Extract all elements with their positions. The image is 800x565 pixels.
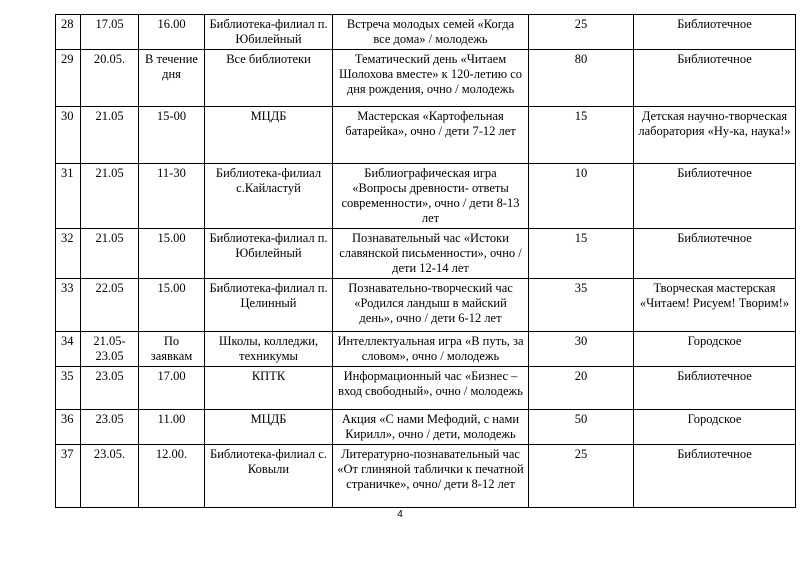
cell-number: 36 bbox=[56, 410, 81, 445]
cell-place: Все библиотеки bbox=[205, 50, 333, 107]
cell-date: 21.05 bbox=[81, 229, 139, 279]
cell-participants: 50 bbox=[529, 410, 634, 445]
events-table bbox=[55, 14, 796, 508]
cell-level: Библиотечное bbox=[634, 50, 796, 107]
cell-event: Встреча молодых семей «Когда все дома» / молодежь bbox=[333, 15, 529, 50]
cell-place: МЦДБ bbox=[205, 107, 333, 164]
cell-level: Библиотечное bbox=[634, 445, 796, 508]
cell-date: 21.05 bbox=[81, 107, 139, 164]
cell-place: МЦДБ bbox=[205, 410, 333, 445]
cell-time: 15.00 bbox=[139, 279, 205, 332]
cell-time: 16.00 bbox=[139, 15, 205, 50]
cell-time: 11-30 bbox=[139, 164, 205, 229]
cell-event: Литературно-познавательный час «От глиняной таблички к печатной страничке», очно/ дети 8-12 лет bbox=[333, 445, 529, 508]
cell-place: КПТК bbox=[205, 367, 333, 410]
cell-level: Библиотечное bbox=[634, 15, 796, 50]
cell-number: 32 bbox=[56, 229, 81, 279]
cell-participants: 15 bbox=[529, 107, 634, 164]
cell-event: Познавательно-творческий час «Родился ландыш в майский день», очно / дети 6-12 лет bbox=[333, 279, 529, 332]
cell-number: 34 bbox=[56, 332, 81, 367]
table-row bbox=[56, 367, 796, 410]
cell-event: Акция «С нами Мефодий, с нами Кирилл», очно / дети, молодежь bbox=[333, 410, 529, 445]
cell-event: Интеллектуальная игра «В путь, за словом», очно / молодежь bbox=[333, 332, 529, 367]
cell-place: Библиотека-филиал п. Целинный bbox=[205, 279, 333, 332]
cell-event: Информационный час «Бизнес – вход свободный», очно / молодежь bbox=[333, 367, 529, 410]
cell-level: Городское bbox=[634, 332, 796, 367]
cell-date: 21.05 bbox=[81, 164, 139, 229]
cell-participants: 25 bbox=[529, 15, 634, 50]
cell-level: Городское bbox=[634, 410, 796, 445]
cell-level: Библиотечное bbox=[634, 229, 796, 279]
cell-place: Библиотека-филиал с. Ковыли bbox=[205, 445, 333, 508]
cell-date: 17.05 bbox=[81, 15, 139, 50]
table-row bbox=[56, 50, 796, 107]
cell-level: Библиотечное bbox=[634, 164, 796, 229]
cell-participants: 15 bbox=[529, 229, 634, 279]
cell-date: 23.05 bbox=[81, 410, 139, 445]
cell-date: 22.05 bbox=[81, 279, 139, 332]
cell-place: Библиотека-филиал п. Юбилейный bbox=[205, 229, 333, 279]
cell-number: 35 bbox=[56, 367, 81, 410]
cell-participants: 25 bbox=[529, 445, 634, 508]
cell-time: 12.00. bbox=[139, 445, 205, 508]
cell-level: Библиотечное bbox=[634, 367, 796, 410]
cell-number: 31 bbox=[56, 164, 81, 229]
cell-level: Творческая мастерская «Читаем! Рисуем! Творим!» bbox=[634, 279, 796, 332]
table-row bbox=[56, 229, 796, 279]
cell-place: Библиотека-филиал п. Юбилейный bbox=[205, 15, 333, 50]
cell-participants: 80 bbox=[529, 50, 634, 107]
cell-date: 20.05. bbox=[81, 50, 139, 107]
cell-date: 21.05-23.05 bbox=[81, 332, 139, 367]
cell-level: Детская научно-творческая лаборатория «Ну-ка, наука!» bbox=[634, 107, 796, 164]
cell-time: 15.00 bbox=[139, 229, 205, 279]
table-row bbox=[56, 445, 796, 508]
cell-number: 33 bbox=[56, 279, 81, 332]
cell-event: Библиографическая игра «Вопросы древности- ответы современности», очно / дети 8-13 лет bbox=[333, 164, 529, 229]
cell-number: 37 bbox=[56, 445, 81, 508]
cell-date: 23.05. bbox=[81, 445, 139, 508]
table-row bbox=[56, 164, 796, 229]
cell-event: Мастерская «Картофельная батарейка», очно / дети 7-12 лет bbox=[333, 107, 529, 164]
table-row bbox=[56, 15, 796, 50]
table-row bbox=[56, 410, 796, 445]
cell-event: Тематический день «Читаем Шолохова вместе» к 120-летию со дня рождения, очно / молодежь bbox=[333, 50, 529, 107]
table-row bbox=[56, 279, 796, 332]
cell-place: Библиотека-филиал с.Кайластуй bbox=[205, 164, 333, 229]
page-number: 4 bbox=[397, 509, 403, 520]
cell-event: Познавательный час «Истоки славянской письменности», очно / дети 12-14 лет bbox=[333, 229, 529, 279]
cell-time: 11.00 bbox=[139, 410, 205, 445]
cell-place: Школы, колледжи, техникумы bbox=[205, 332, 333, 367]
cell-time: 17.00 bbox=[139, 367, 205, 410]
cell-date: 23.05 bbox=[81, 367, 139, 410]
table-row bbox=[56, 107, 796, 164]
cell-participants: 20 bbox=[529, 367, 634, 410]
cell-time: 15-00 bbox=[139, 107, 205, 164]
cell-participants: 30 bbox=[529, 332, 634, 367]
cell-participants: 10 bbox=[529, 164, 634, 229]
table-row bbox=[56, 332, 796, 367]
cell-number: 30 bbox=[56, 107, 81, 164]
cell-time: В течение дня bbox=[139, 50, 205, 107]
cell-number: 28 bbox=[56, 15, 81, 50]
cell-participants: 35 bbox=[529, 279, 634, 332]
cell-number: 29 bbox=[56, 50, 81, 107]
table-body bbox=[56, 15, 796, 508]
cell-time: По заявкам bbox=[139, 332, 205, 367]
